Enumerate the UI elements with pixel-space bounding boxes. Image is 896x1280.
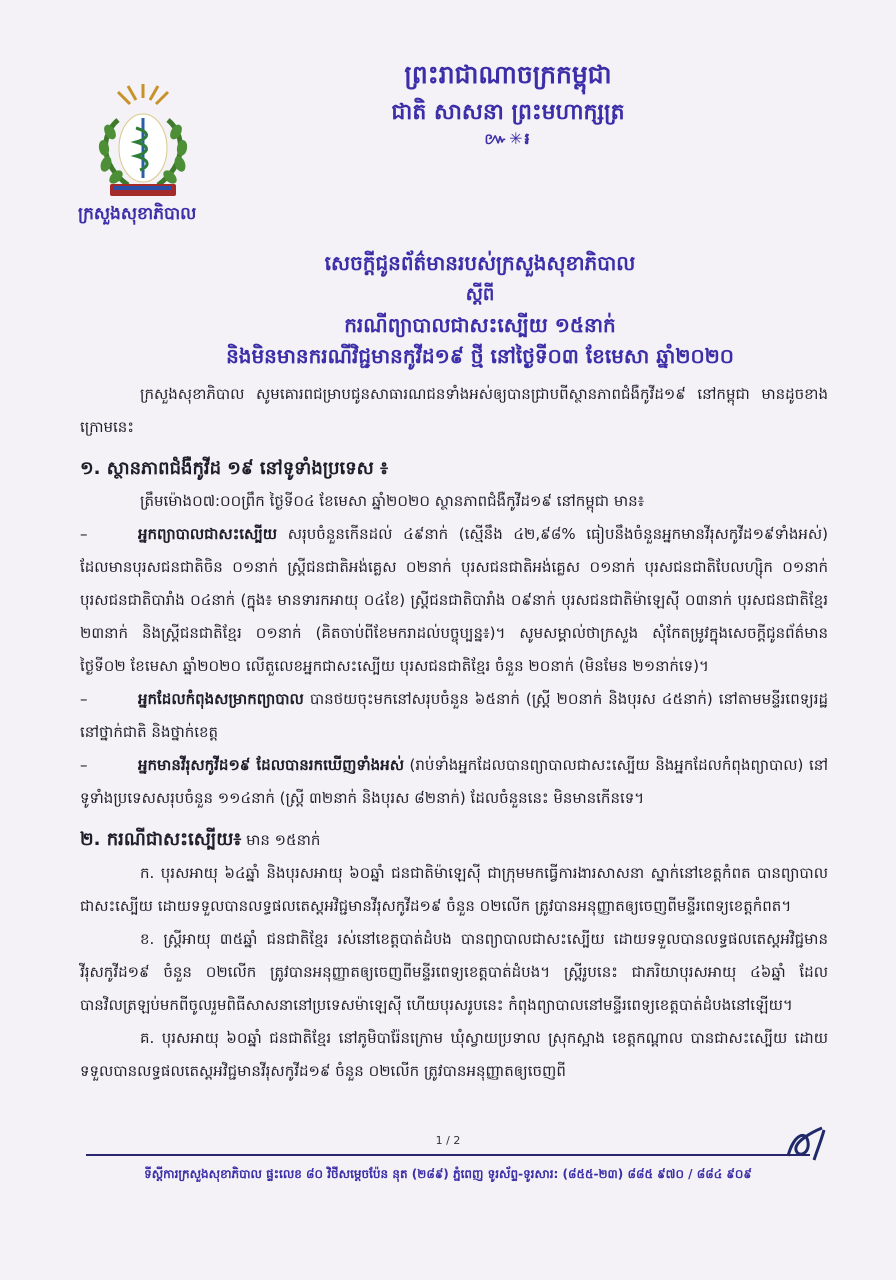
- national-motto: ជាតិ សាសនា ព្រះមហាក្សត្រ: [391, 100, 625, 125]
- section-2-count: មាន ១៥នាក់: [241, 831, 321, 849]
- section-1-item-recovered: [80, 518, 828, 683]
- title-line-3: ករណីព្យាបាលជាសះស្បើយ ១៥នាក់: [344, 313, 616, 337]
- section-1-heading: [80, 452, 828, 485]
- section-2-heading: [80, 823, 828, 857]
- page-number: 1 / 2: [435, 1134, 461, 1147]
- section-2-item-b: ខ. ស្ត្រីអាយុ ៣៥ឆ្នាំ ជនជាតិខ្មែរ រស់នៅខេត្តបាត់ដំបង បានព្យាបាលជាសះស្បើយ ដោយទទួលបានលទ្ធផលតេស្តអវិជ្ជមានវីរុសកូវីដ១៩ ចំនួន ០២លើក ត្រូវបានអនុញ្ញាតឲ្យចេញពីមន្ទីរពេទ្យខេត្តបាត់ដំបង។ ស្ត្រីរូបនេះ ជាភរិយាបុរសអាយុ ៤៦ឆ្នាំ ដែលបានវិលត្រឡប់មកពីចូលរួមពិធីសាសនានៅប្រទេសម៉ាឡេស៊ី ហើយបុរសរូបនេះ កំពុងព្យាបាលនៅមន្ទីរពេទ្យខេត្តបាត់ដំបងនៅឡើយ។: [80, 930, 828, 1014]
- section-2-title: ករណីជាសះស្បើយ៖: [106, 829, 242, 850]
- dash-bullet: –: [80, 756, 88, 774]
- header-ornament: ៚✳៛: [484, 129, 532, 148]
- title-line-1: សេចក្តីជូនព័ត៌មានរបស់ក្រសួងសុខាភិបាល: [324, 251, 636, 275]
- ministry-of-health-emblem-icon: [88, 80, 198, 205]
- section-2-item-c: គ. បុរសអាយុ ៦០ឆ្នាំ ជនជាតិខ្មែរ នៅភូមិបារ៉ែនក្រោម ឃុំស្វាយប្រទាល ស្រុកស្អាង ខេត្តកណ្តាល បានជាសះស្បើយ ដោយទទួលបានលទ្ធផលតេស្តអវិជ្ជមានវីរុសកូវីដ១៩ ចំនួន ០២លើក ត្រូវបានអនុញ្ញាតឲ្យចេញពី: [80, 1029, 828, 1080]
- document-body: [80, 378, 828, 1088]
- item-text: (រាប់ទាំងអ្នកដែលបានព្យាបាលជាសះស្បើយ និងអ្នកដែលកំពុងព្យាបាល) នៅទូទាំងប្រទេសសរុបចំនួន ១១៤នាក់ (ស្ត្រី ៣២នាក់ និងបុរស ៨២នាក់) ដែលចំនួននេះ មិនមានកើនទេ។: [80, 756, 828, 807]
- section-1-intro: ត្រឹមម៉ោង០៧:០០ព្រឹក ថ្ងៃទី០៤ ខែមេសា ឆ្នាំ២០២០ ស្ថានភាពជំងឺកូវីដ១៩ នៅកម្ពុជា មាន៖: [140, 492, 645, 510]
- initials-signature-icon: [784, 1124, 828, 1164]
- document-title: [190, 248, 770, 372]
- section-1-number: ១.: [80, 458, 101, 479]
- section-1-item-total-cases: [80, 749, 828, 815]
- item-label: អ្នកព្យាបាលជាសះស្បើយ: [138, 525, 278, 543]
- item-text: បានថយចុះមកនៅសរុបចំនួន ៦៥នាក់ (ស្ត្រី ២០នាក់ និងបុរស ៤៥នាក់) នៅតាមមន្ទីរពេទ្យរដ្ឋនៅថ្នាក់ជាតិ និងថ្នាក់ខេត្ត: [80, 690, 828, 741]
- footer-divider: [86, 1154, 810, 1156]
- dash-bullet: –: [80, 690, 88, 708]
- section-2-item-a: ក. បុរសអាយុ ៦៤ឆ្នាំ និងបុរសអាយុ ៦០ឆ្នាំ ជនជាតិម៉ាឡេស៊ី ជាក្រុមមកធ្វើការងារសាសនា ស្នាក់នៅខេត្តកំពត បានព្យាបាលជាសះស្បើយ ដោយទទួលបានលទ្ធផលតេស្តអវិជ្ជមានវីរុសកូវីដ១៩ ចំនួន ០២លើក ត្រូវបានអនុញ្ញាតឲ្យចេញពីមន្ទីរពេទ្យខេត្តកំពត។: [80, 864, 828, 915]
- intro-paragraph: ក្រសួងសុខាភិបាល សូមគោរពជម្រាបជូនសាធារណជនទាំងអស់ឲ្យបានជ្រាបពីស្ថានភាពជំងឺកូវីដ១៩ នៅកម្ពុជា មានដូចខាងក្រោមនេះ: [80, 385, 828, 436]
- item-label: អ្នកដែលកំពុងសម្រាកព្យាបាល: [138, 690, 304, 708]
- ministry-name: ក្រសួងសុខាភិបាល: [78, 204, 197, 224]
- kingdom-heading: ព្រះរាជាណាចក្រកម្ពុជា: [404, 60, 612, 89]
- footer-address: ទីស្តីការក្រសួងសុខាភិបាល ផ្ទះលេខ ៨០ វិថីសម្តេចប៉ែន នុត (២៨៩) ភ្នំពេញ ទូរស័ព្ទ-ទូរសារ: (៨៥៥-២៣) ៨៨៥ ៩៧០ / ៨៨៤ ៩០៩: [144, 1167, 752, 1181]
- dash-bullet: –: [80, 525, 88, 543]
- item-text: សរុបចំនួនកើនដល់ ៤៩នាក់ (ស្មើនឹង ៤២,៩៨% ធៀបនឹងចំនួនអ្នកមានវីរុសកូវីដ១៩ទាំងអស់) ដែលមានបុរសជនជាតិចិន ០១នាក់ ស្ត្រីជនជាតិអង់គ្លេស ០២នាក់ បុរសជនជាតិអង់គ្លេស ០១នាក់ បុរសជនជាតិបែលហ្ស៊ិក ០១នាក់ បុរសជនជាតិបារាំង ០៤នាក់ (ក្នុង៖ មានទារកអាយុ ០៤ខែ) ស្ត្រីជនជាតិបារាំង ០៩នាក់ បុរសជនជាតិម៉ាឡេស៊ី ០៣នាក់ បុរសជនជាតិខ្មែរ ២៣នាក់ និងស្ត្រីជនជាតិខ្មែរ ០១នាក់ (គិតចាប់ពីខែមករាដល់បច្ចុប្បន្ន៖)។ សូមសម្គាល់ថាក្រសួង សុំកែតម្រូវក្នុងសេចក្តីជូនព័ត៌មាន ថ្ងៃទី០២ ខែមេសា ឆ្នាំ២០២០ លើតួលេខអ្នកជាសះស្បើយ បុរសជនជាតិខ្មែរ ចំនួន ២០នាក់ (មិនមែន ២១នាក់ទេ)។: [80, 525, 828, 675]
- section-1-title: ស្ថានភាពជំងឺកូវីដ ១៩ នៅទូទាំងប្រទេស ៖: [106, 458, 388, 479]
- section-1-item-in-treatment: [80, 683, 828, 749]
- title-line-2: ស្តីពី: [465, 284, 495, 305]
- title-line-4: និងមិនមានករណីវិជ្ជមានកូវីដ១៩ ថ្មី នៅថ្ងៃទី០៣ ខែមេសា ឆ្នាំ២០២០: [226, 344, 734, 368]
- item-label: អ្នកមានវីរុសកូវីដ១៩ ដែលបានរកឃើញទាំងអស់: [138, 756, 405, 774]
- section-2-number: ២.: [80, 829, 101, 850]
